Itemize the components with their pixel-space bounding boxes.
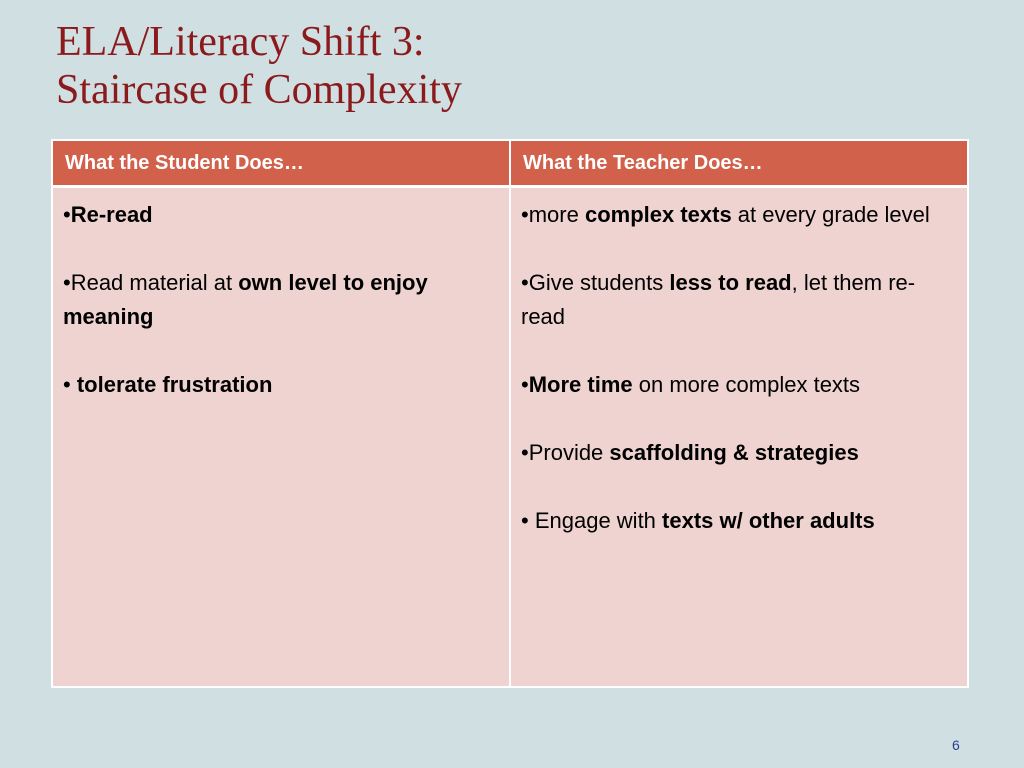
table-header-row [52, 140, 968, 187]
slide-title [56, 18, 462, 114]
teacher-list [521, 198, 957, 538]
list-item: • tolerate frustration [63, 372, 273, 397]
list-item: •Read material at own level to enjoy meaning [63, 270, 428, 329]
page-number: 6 [952, 737, 960, 753]
list-item: •More time on more complex texts [521, 372, 861, 397]
list-item: •Re-read [63, 202, 153, 227]
list-item: •Give students less to read, let them re-read [521, 270, 916, 329]
title-line-1: ELA/Literacy Shift 3: [56, 19, 425, 65]
header-teacher: What the Teacher Does… [510, 140, 968, 187]
student-list [63, 198, 499, 402]
title-line-2: Staircase of Complexity [56, 67, 462, 113]
student-cell [52, 187, 510, 688]
table-row [52, 187, 968, 688]
shift-table [51, 139, 969, 688]
list-item: • Engage with texts w/ other adults [521, 508, 875, 533]
header-student: What the Student Does… [52, 140, 510, 187]
list-item: •more complex texts at every grade level [521, 202, 930, 227]
list-item: •Provide scaffolding & strategies [521, 440, 859, 465]
teacher-cell [510, 187, 968, 688]
